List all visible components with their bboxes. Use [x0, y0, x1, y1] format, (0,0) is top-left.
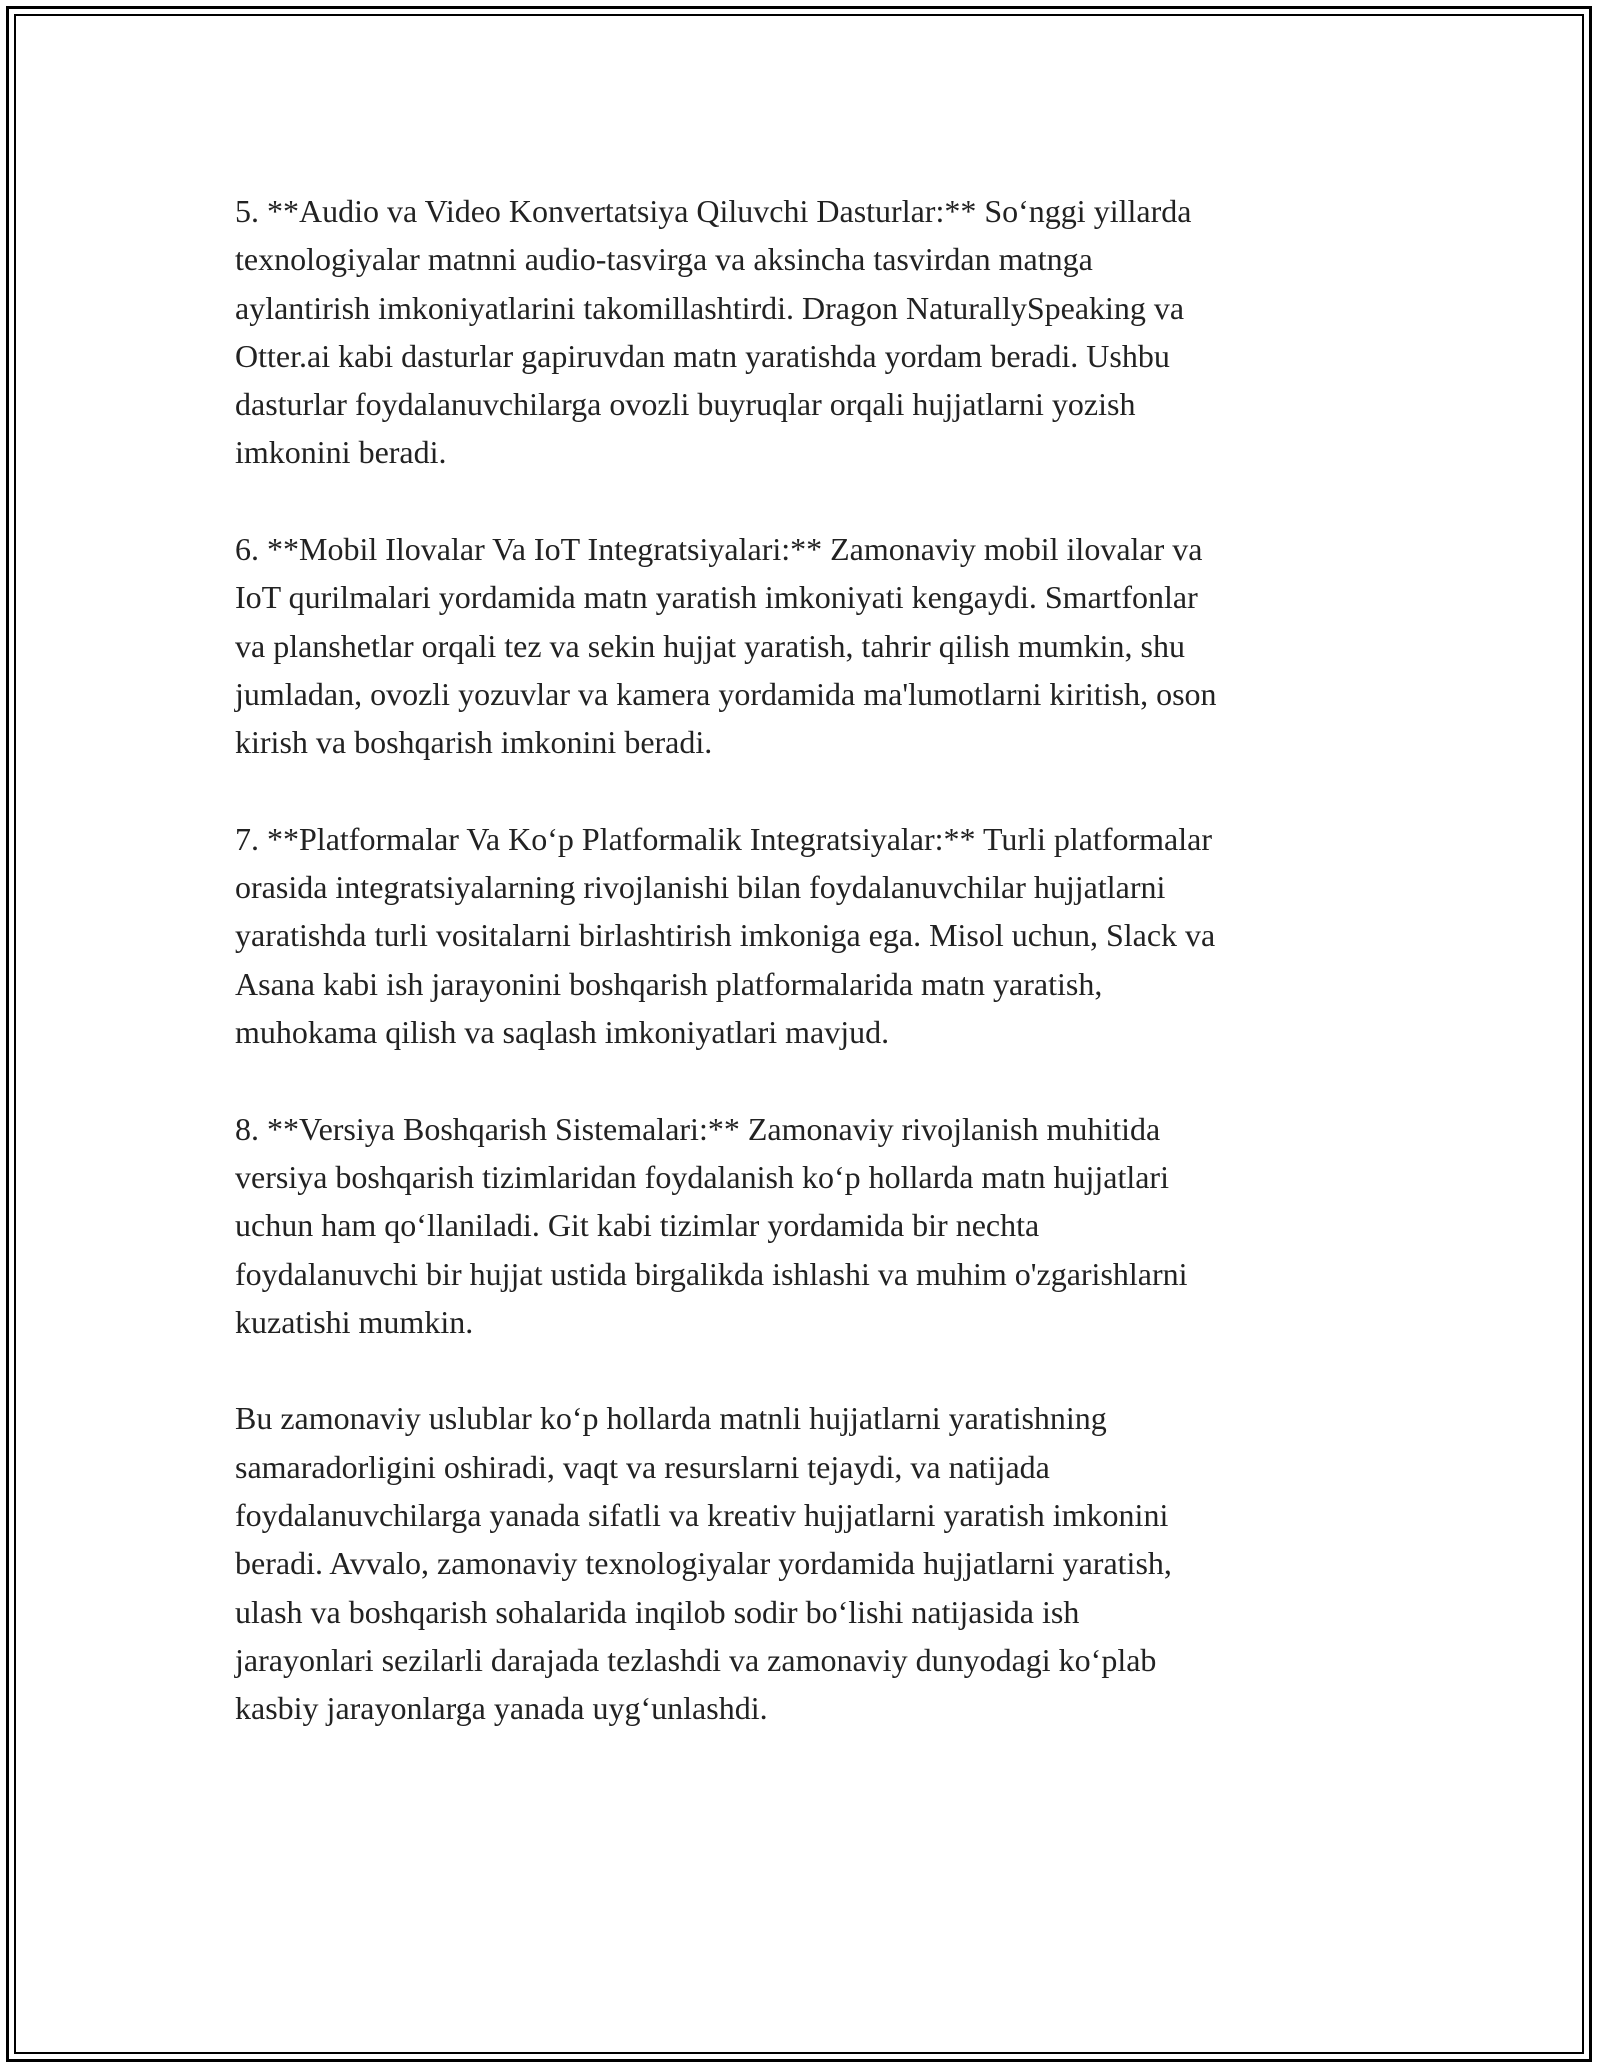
document-body: [235, 187, 1375, 1781]
paragraph-audio-video: 5. **Audio va Video Konvertatsiya Qiluvchi Dasturlar:** So‘nggi yillarda texnologiyalar matnni audio-tasvirga va aksincha tasvirdan matnga aylantirish imkoniyatlarini takomillashtirdi. Dragon NaturallySpeaking va Otter.ai kabi dasturlar gapiruvdan matn yaratishda yordam beradi. Ushbu dasturlar foydalanuvchilarga ovozli buyruqlar orqali hujjatlarni yozish imkonini beradi.: [235, 193, 1192, 471]
paragraph-conclusion: Bu zamonaviy uslublar ko‘p hollarda matnli hujjatlarni yaratishning samaradorligini oshiradi, vaqt va resurslarni tejaydi, va natijada foydalanuvchilarga yanada sifatli va kreativ hujjatlarni yaratish imkonini beradi. Avvalo, zamonaviy texnologiyalar yordamida hujjatlarni yaratish, ulash va boshqarish sohalarida inqilob sodir bo‘lishi natijasida ish jarayonlari sezilarli darajada tezlashdi va zamonaviy dunyodagi ko‘plab kasbiy jarayonlarga yanada uyg‘unlashdi.: [235, 1400, 1172, 1727]
paragraph-version-control: 8. **Versiya Boshqarish Sistemalari:** Zamonaviy rivojlanish muhitida versiya boshqarish tizimlaridan foydalanish ko‘p hollarda matn hujjatlari uchun ham qo‘llaniladi. Git kabi tizimlar yordamida bir nechta foydalanuvchi bir hujjat ustida birgalikda ishlashi va muhim o'zgarishlarni kuzatishi mumkin.: [235, 1110, 1188, 1340]
paragraph-platforms: 7. **Platformalar Va Ko‘p Platformalik Integratsiyalar:** Turli platformalar orasida integratsiyalarning rivojlanishi bilan foydalanuvchilar hujjatlarni yaratishda turli vositalarni birlashtirish imkoniga ega. Misol uchun, Slack va Asana kabi ish jarayonini boshqarish platformalarida matn yaratish, muhokama qilish va saqlash imkoniyatlari mavjud.: [235, 820, 1216, 1051]
paragraph-mobile-iot: 6. **Mobil Ilovalar Va IoT Integratsiyalari:** Zamonaviy mobil ilovalar va IoT qurilmalari yordamida matn yaratish imkoniyati kengaydi. Smartfonlar va planshetlar orqali tez va sekin hujjat yaratish, tahrir qilish mumkin, shu jumladan, ovozli yozuvlar va kamera yordamida ma'lumotlarni kiritish, oson kirish va boshqarish imkonini beradi.: [235, 531, 1217, 761]
